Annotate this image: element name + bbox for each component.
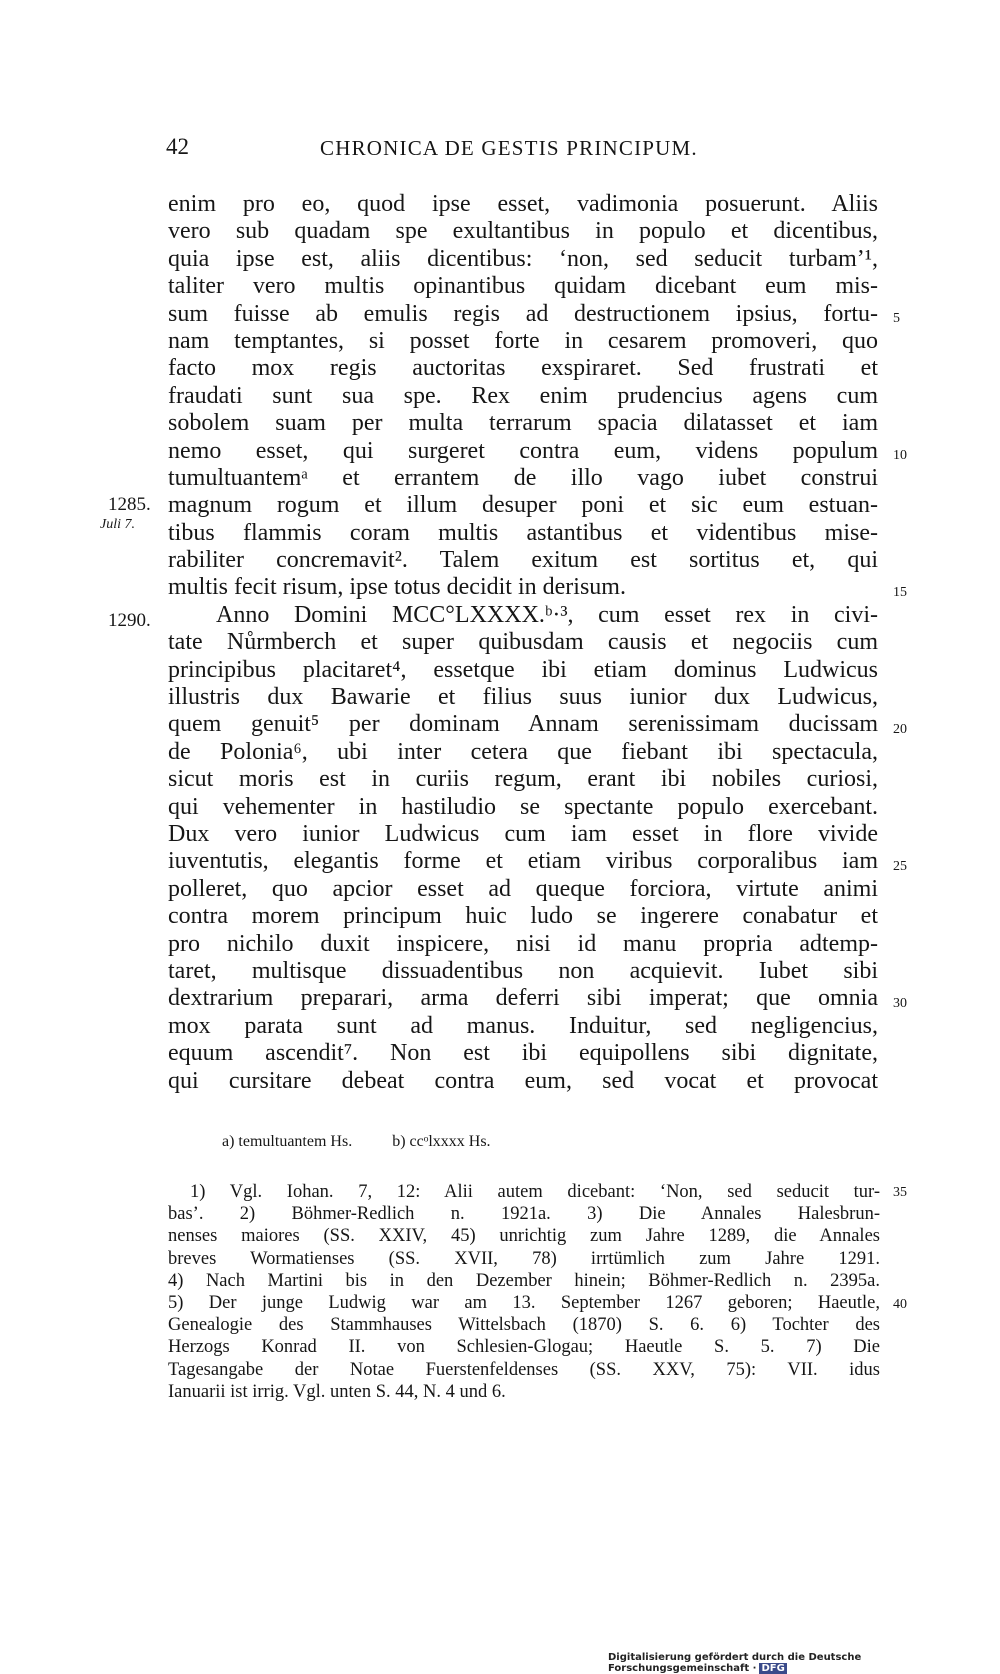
- line-number: 30: [893, 996, 907, 1011]
- text-line: nam temptantes, si posset forte in cesarem promoveri, quo: [168, 327, 878, 354]
- text-line: sobolem suam per multa terrarum spacia dilatasset et iam: [168, 410, 878, 437]
- text-line: illustris dux Bawarie et filius suus iunior dux Ludwicus,: [168, 684, 878, 711]
- text-line: fraudati sunt sua spe. Rex enim prudencius agens cum: [168, 382, 878, 409]
- text-line: taret, multisque dissuadentibus non acquievit. Iubet sibi: [168, 957, 878, 984]
- footnote-line: bas’. 2) Böhmer-Redlich n. 1921a. 3) Die Annales Halesbrun-: [168, 1204, 880, 1225]
- text-line: pro nichilo duxit inspicere, nisi id manu propria adtemp-: [168, 930, 878, 957]
- footnote-line: 4) Nach Martini bis in den Dezember hinein; Böhmer-Redlich n. 2395a.: [168, 1270, 880, 1291]
- text-line: Dux vero iunior Ludwicus cum iam esset in flore vivide: [168, 820, 878, 847]
- main-text: [168, 191, 878, 1095]
- text-line: taliter vero multis opinantibus quidam dicebant eum mis-: [168, 273, 878, 300]
- footnote-line: breves Wormatienses (SS. XVII, 78) irrtümlich zum Jahre 1291.: [168, 1248, 880, 1269]
- line-number: 25: [893, 859, 907, 874]
- digitization-notice: [608, 1652, 1000, 1674]
- text-line: principibus placitaret⁴, essetque ibi etiam dominus Ludwicus: [168, 656, 878, 683]
- footnote-line: Herzogs Konrad II. von Schlesien-Glogau; Haeutle S. 5. 7) Die: [168, 1337, 880, 1358]
- textual-note-b: b) ccᵒlxxxx Hs.: [392, 1133, 491, 1150]
- textual-notes: [222, 1133, 527, 1151]
- footnote-line: Genealogie des Stammhauses Wittelsbach (1870) S. 6. 6) Tochter des: [168, 1315, 880, 1336]
- textual-note-a: a) temultuantem Hs.: [222, 1133, 353, 1150]
- line-number: 10: [893, 448, 907, 463]
- text-line: contra morem principum huic ludo se ingerere conabatur et: [168, 903, 878, 930]
- running-title: CHRONICA DE GESTIS PRINCIPUM.: [320, 136, 698, 160]
- margin-year-1290: 1290.: [108, 610, 151, 631]
- footnote-line: Ianuarii ist irrig. Vgl. unten S. 44, N. 4 und 6.: [168, 1381, 506, 1402]
- text-line: mox parata sunt ad manus. Induitur, sed negligencius,: [168, 1012, 878, 1039]
- page-header: [0, 134, 1000, 164]
- text-line: tibus flammis coram multis astantibus et videntibus mise-: [168, 519, 878, 546]
- text-line: tate Nůrmberch et super quibusdam causis et negociis cum: [168, 629, 878, 656]
- line-number: 20: [893, 722, 907, 737]
- footnote-line: 1) Vgl. Iohan. 7, 12: Alii autem dicebant: ‘Non, sed seducit tur-: [190, 1182, 880, 1202]
- line-number: 35: [893, 1185, 907, 1200]
- digitization-text: Digitalisierung gefördert durch die Deutsche Forschungsgemeinschaft ·: [608, 1652, 862, 1674]
- text-line: qui vehementer in hastiludio se spectante populo exercebant.: [168, 793, 878, 820]
- page-number: 42: [166, 134, 189, 159]
- text-line: polleret, quo apcior esset ad queque forciora, virtute animi: [168, 875, 878, 902]
- text-line: Anno Domini MCC°LXXXX.ᵇ·³, cum esset rex in civi-: [216, 601, 878, 628]
- text-line: sicut moris est in curiis regum, erant ibi nobiles curiosi,: [168, 766, 878, 793]
- text-line: qui cursitare debeat contra eum, sed vocat et provocat: [168, 1067, 878, 1094]
- text-line: quem genuit⁵ per dominam Annam serenissimam ducissam: [168, 711, 878, 738]
- text-line: multis fecit risum, ipse totus decidit in derisum.: [168, 574, 626, 601]
- text-line: iuventutis, elegantis forme et etiam viribus corporalibus iam: [168, 848, 878, 875]
- line-number: 5: [893, 311, 900, 326]
- text-line: de Polonia⁶, ubi inter cetera que fiebant ibi spectacula,: [168, 738, 878, 765]
- text-line: quia ipse est, aliis dicentibus: ‘non, sed seducit turbam’¹,: [168, 245, 878, 272]
- text-line: facto mox regis auctoritas exspiraret. Sed frustrati et: [168, 355, 878, 382]
- text-line: sum fuisse ab emulis regis ad destructionem ipsius, fortu-: [168, 300, 878, 327]
- margin-year-1285: 1285.: [108, 494, 151, 515]
- text-line: enim pro eo, quod ipse esset, vadimonia posuerunt. Aliis: [168, 191, 878, 217]
- text-line: dextrarium preparari, arma deferri sibi imperat; que omnia: [168, 985, 878, 1012]
- footnote-line: 5) Der junge Ludwig war am 13. September 1267 geboren; Haeutle,: [168, 1292, 880, 1313]
- line-number: 15: [893, 585, 907, 600]
- margin-date-1285: Juli 7.: [100, 517, 135, 532]
- text-line: tumultuantemᵃ et errantem de illo vago iubet construi: [168, 464, 878, 491]
- footnote-line: nenses maiores (SS. XXIV, 45) unrichtig zum Jahre 1289, die Annales: [168, 1226, 880, 1247]
- dfg-logo: DFG: [761, 1663, 785, 1674]
- footnote-line: Tagesangabe der Notae Fuerstenfeldenses (SS. XXV, 75): VII. idus: [168, 1359, 880, 1380]
- text-line: nemo esset, qui surgeret contra eum, videns populum: [168, 437, 878, 464]
- text-line: magnum rogum et illum desuper poni et sic eum estuan-: [168, 492, 878, 519]
- text-line: vero sub quadam spe exultantibus in populo et dicentibus,: [168, 218, 878, 245]
- text-line: equum ascendit⁷. Non est ibi equipollens sibi dignitate,: [168, 1040, 878, 1067]
- text-line: rabiliter concremavit². Talem exitum est sortitus et, qui: [168, 547, 878, 574]
- footnotes: [168, 1181, 880, 1403]
- line-number: 40: [893, 1297, 907, 1312]
